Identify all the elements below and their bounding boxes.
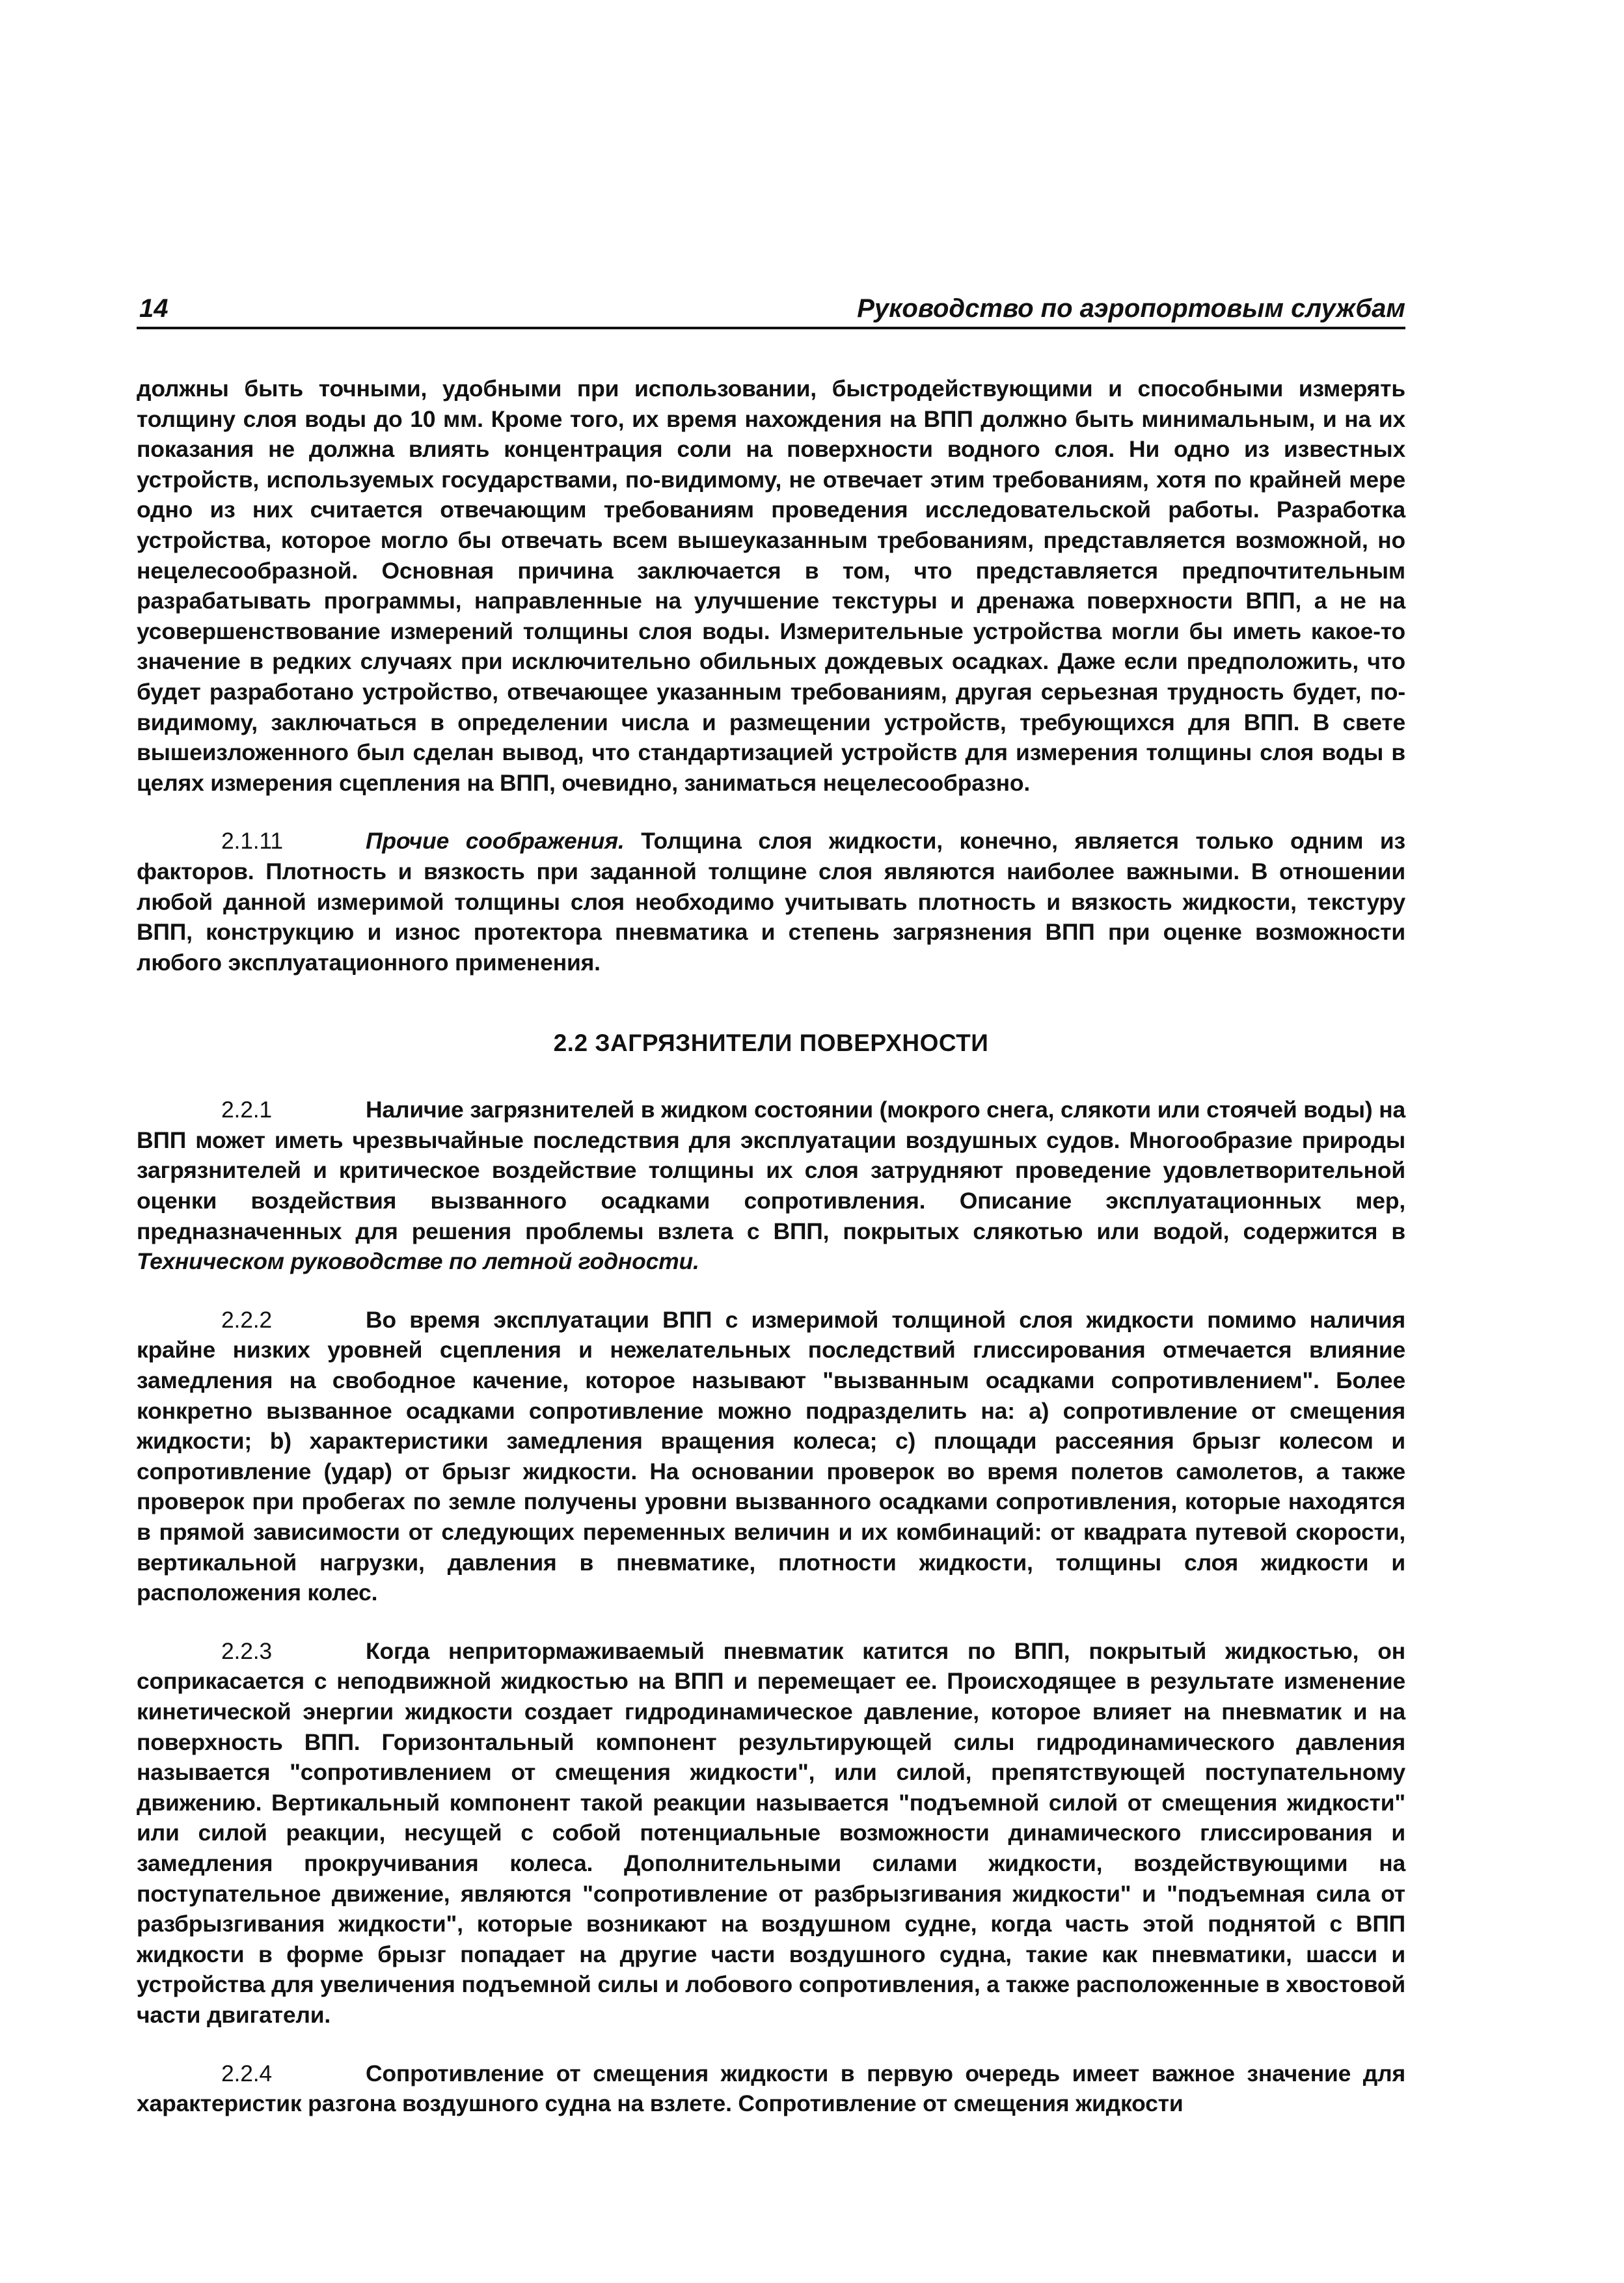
paragraph-2-2-3 — [137, 1636, 1405, 2030]
paragraph-continuation — [137, 374, 1405, 798]
page-number: 14 — [139, 294, 169, 323]
paragraph-text: Во время эксплуатации ВПП с измеримой толщиной слоя жидкости помимо наличия крайне низких уровней сцепления и нежелательных последствий глиссирования отмечается влияние замедления на свободное качение, которое называют "вызванным осадками сопротивлением". Более конкретно вызванное осадками сопротивление можно подразделить на: a) сопротивление от смещения жидкости; b) характеристики замедления вращения колеса; c) площади рассеяния брызг колесом и сопротивление (удар) от брызг жидкости. На основании проверок во время полетов самолетов, а также проверок при пробегах по земле получены уровни вызванного осадками сопротивления, которые находятся в прямой зависимости от следующих переменных величин и их комбинаций: от квадрата путевой скорости, вертикальной нагрузки, давления в пневматике, плотности жидкости, толщины слоя жидкости и расположения колес. — [137, 1306, 1405, 1606]
paragraph-2-1-11 — [137, 826, 1405, 977]
paragraph-number: 2.2.3 — [221, 1637, 272, 1664]
section-heading: 2.2 ЗАГРЯЗНИТЕЛИ ПОВЕРХНОСТИ — [553, 1030, 989, 1057]
body-text — [137, 374, 1405, 2119]
document-reference: Техническом руководстве по летной годности. — [137, 1248, 699, 1275]
paragraph-text: должны быть точными, удобными при использовании, быстродействующими и способными измерять толщину слоя воды до 10 мм. Кроме того, их время нахождения на ВПП должно быть минимальным, и на их показания не должна влиять концентрация соли на поверхности водного слоя. Ни одно из известных устройств, используемых государствами, по-видимому, не отвечает этим требованиям, хотя по крайней мере одно из них считается отвечающим требованиям проведения исследовательской работы. Разработка устройства, которое могло бы отвечать всем вышеуказанным требованиям, представляется возможной, но нецелесообразной. Основная причина заключается в том, что представляется предпочтительным разрабатывать программы, направленные на улучшение текстуры и дренажа поверхности ВПП, а не на усовершенствование измерений толщины слоя воды. Измерительные устройства могли бы иметь какое-то значение в редких случаях при исключительно обильных дождевых осадках. Даже если предположить, что будет разработано устройство, отвечающее указанным требованиям, другая серьезная трудность будет, по-видимому, заключаться в определении числа и размещении устройств, требующихся для ВПП. В свете вышеизложенного был сделан вывод, что стандартизацией устройств для измерения толщины слоя воды в целях измерения сцепления на ВПП, очевидно, заниматься нецелесообразно. — [137, 376, 1405, 796]
paragraph-number: 2.2.4 — [221, 2060, 272, 2086]
paragraph-2-2-1 — [137, 1095, 1405, 1277]
paragraph-number: 2.2.1 — [221, 1097, 272, 1123]
paragraph-2-2-2 — [137, 1305, 1405, 1608]
running-title: Руководство по аэропортовым службам — [857, 294, 1405, 323]
paragraph-title: Прочие соображения. — [366, 828, 625, 854]
paragraph-text: Наличие загрязнителей в жидком состоянии (мокрого снега, слякоти или стоячей воды) на ВПП может иметь чрезвычайные последствия для эксплуатации воздушных судов. Многообразие природы загрязнителей и критическое воздействие толщины их слоя затрудняют проведение удовлетворительной оценки воздействия вызванного осадками сопротивления. Описание эксплуатационных мер, предназначенных для решения проблемы взлета с ВПП, покрытых слякотью или водой, содержится в — [137, 1097, 1405, 1244]
document-page — [137, 286, 1405, 2147]
paragraph-text: Сопротивление от смещения жидкости в первую очередь имеет важное значение для характеристик разгона воздушного судна на взлете. Сопротивление от смещения жидкости — [137, 2060, 1405, 2117]
paragraph-text: Когда непритормаживаемый пневматик катится по ВПП, покрытый жидкостью, он соприкасается с неподвижной жидкостью на ВПП и перемещает ее. Происходящее в результате изменение кинетической энергии жидкости создает гидродинамическое давление, которое влияет на пневматик и на поверхность ВПП. Горизонтальный компонент результирующей силы гидродинамического давления называется "сопротивлением от смещения жидкости", или силой, препятствующей поступательному движению. Вертикальный компонент такой реакции называется "подъемной силой от смещения жидкости" или силой реакции, несущей с собой потенциальные возможности динамического глиссирования и замедления прокручивания колеса. Дополнительными силами жидкости, воздействующими на поступательное движение, являются "сопротивление от разбрызгивания жидкости" и "подъемная сила от разбрызгивания жидкости", которые возникают на воздушном судне, когда часть этой поднятой с ВПП жидкости в форме брызг попадает на другие части воздушного судна, такие как пневматики, шасси и устройства для увеличения подъемной силы и лобового сопротивления, а также расположенные в хвостовой части двигатели. — [137, 1637, 1405, 2028]
paragraph-number: 2.1.11 — [221, 828, 283, 854]
paragraph-number: 2.2.2 — [221, 1306, 272, 1333]
paragraph-2-2-4 — [137, 2058, 1405, 2119]
running-header — [137, 286, 1405, 329]
paragraph-text: Толщина слоя жидкости, конечно, является только одним из факторов. Плотность и вязкость при заданной толщине слоя являются наиболее важными. В отношении любой данной измеримой толщины слоя необходимо учитывать плотность и вязкость жидкости, текстуру ВПП, конструкцию и износ протектора пневматика и степень загрязнения ВПП при оценке возможности любого эксплуатационного применения. — [137, 828, 1405, 976]
